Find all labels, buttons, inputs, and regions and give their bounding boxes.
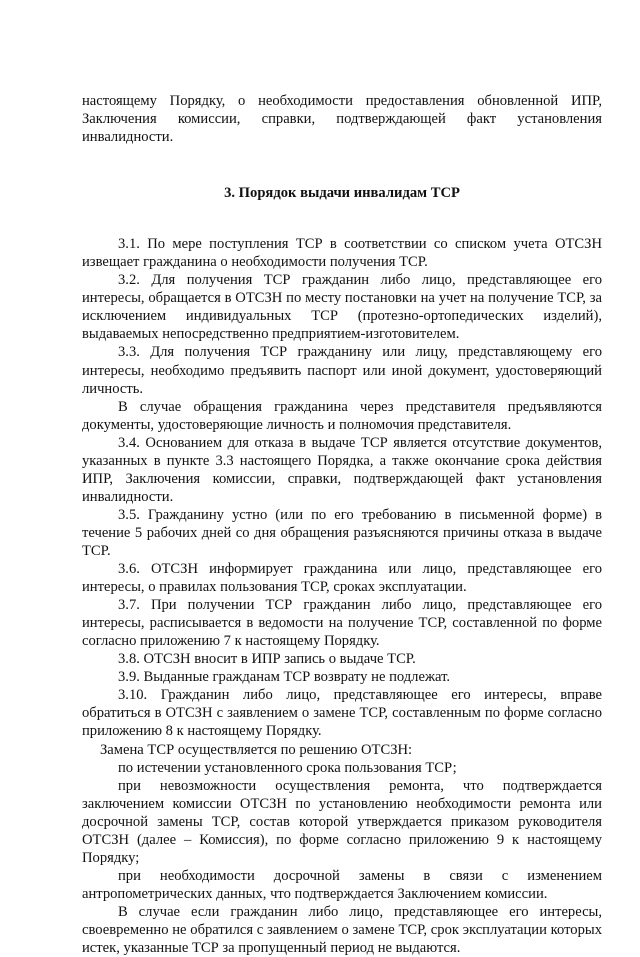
paragraph-replacement: Замена ТСР осуществляется по решению ОТСЗН: [100,741,413,758]
paragraph-representative: В случае обращения гражданина через представителя предъявляются документы, удостоверяющие личность и полномочия представителя. [82,398,602,433]
paragraph-3-7: 3.7. При получении ТСР гражданин либо лицо, представляющее его интересы, расписывается в ведомости на получение ТСР, составленной по форме согласно приложению 7 к настоящему Порядку. [82,597,602,650]
paragraph-3-10: 3.10. Гражданин либо лицо, представляющее его интересы, вправе обратиться в ОТСЗН с заявлением о замене ТСР, составленным по форме согласно приложению 8 к настоящему Порядку. [82,687,602,740]
paragraph-3-2: 3.2. Для получения ТСР гражданин либо лицо, представляющее его интересы, обращается в ОТСЗН по месту постановки на учет на получение ТСР, за исключением индивидуальных ТСР (протезно-ортопедических изделий), выдаваемых непосредственно предприятием-изготовителем. [82,272,602,343]
paragraph-3-3: 3.3. Для получения ТСР гражданину или лицу, представляющему его интересы, необходимо предъявить паспорт или иной документ, удостоверяющий личность. [82,344,602,397]
paragraph-3-1: 3.1. По мере поступления ТСР в соответствии со списком учета ОТСЗН извещает гражданина о необходимости получения ТСР. [82,236,602,271]
paragraph-3-8: 3.8. ОТСЗН вносит в ИПР запись о выдаче ТСР. [118,651,416,668]
paragraph-3-4: 3.4. Основанием для отказа в выдаче ТСР является отсутствие документов, указанных в пункте 3.3 настоящего Порядка, а также окончание срока действия ИПР, Заключения комиссии, справки, подтверждающей факт установления инвалидности. [82,434,602,505]
paragraph-repair: при невозможности осуществления ремонта, что подтверждается заключением комиссии ОТСЗН по установлению необходимости ремонта или досрочной замены ТСР, состав которой утверждается приказом руководителя ОТСЗН (далее – Комиссия), по форме согласно приложению 9 к настоящему Порядку; [82,777,602,866]
document-page [82,92,602,957]
paragraph-3-9: 3.9. Выданные гражданам ТСР возврату не подлежат. [118,669,451,686]
paragraph-3-5: 3.5. Гражданину устно (или по его требованию в письменной форме) в течение 5 рабочих дней со дня обращения разъясняются причины отказа в выдаче ТСР. [82,506,602,559]
paragraph-missed-period: В случае если гражданин либо лицо, представляющее его интересы, своевременно не обратился с заявлением о замене ТСР, срок эксплуатации которых истек, указанные ТСР за пропущенный период не выдаются. [82,903,602,957]
section-title: 3. Порядок выдачи инвалидам ТСР [224,185,460,202]
intro-paragraph: настоящему Порядку, о необходимости предоставления обновленной ИПР, Заключения комиссии, справки, подтверждающей факт установления инвалидности. [82,93,602,146]
paragraph-3-6: 3.6. ОТСЗН информирует гражданина или лицо, представляющее его интересы, о правилах пользования ТСР, сроках эксплуатации. [82,561,602,596]
paragraph-early-replacement: при необходимости досрочной замены в связи с изменением антропометрических данных, что подтверждается Заключением комиссии. [82,867,602,902]
paragraph-expiry: по истечении установленного срока пользования ТСР; [118,759,457,776]
